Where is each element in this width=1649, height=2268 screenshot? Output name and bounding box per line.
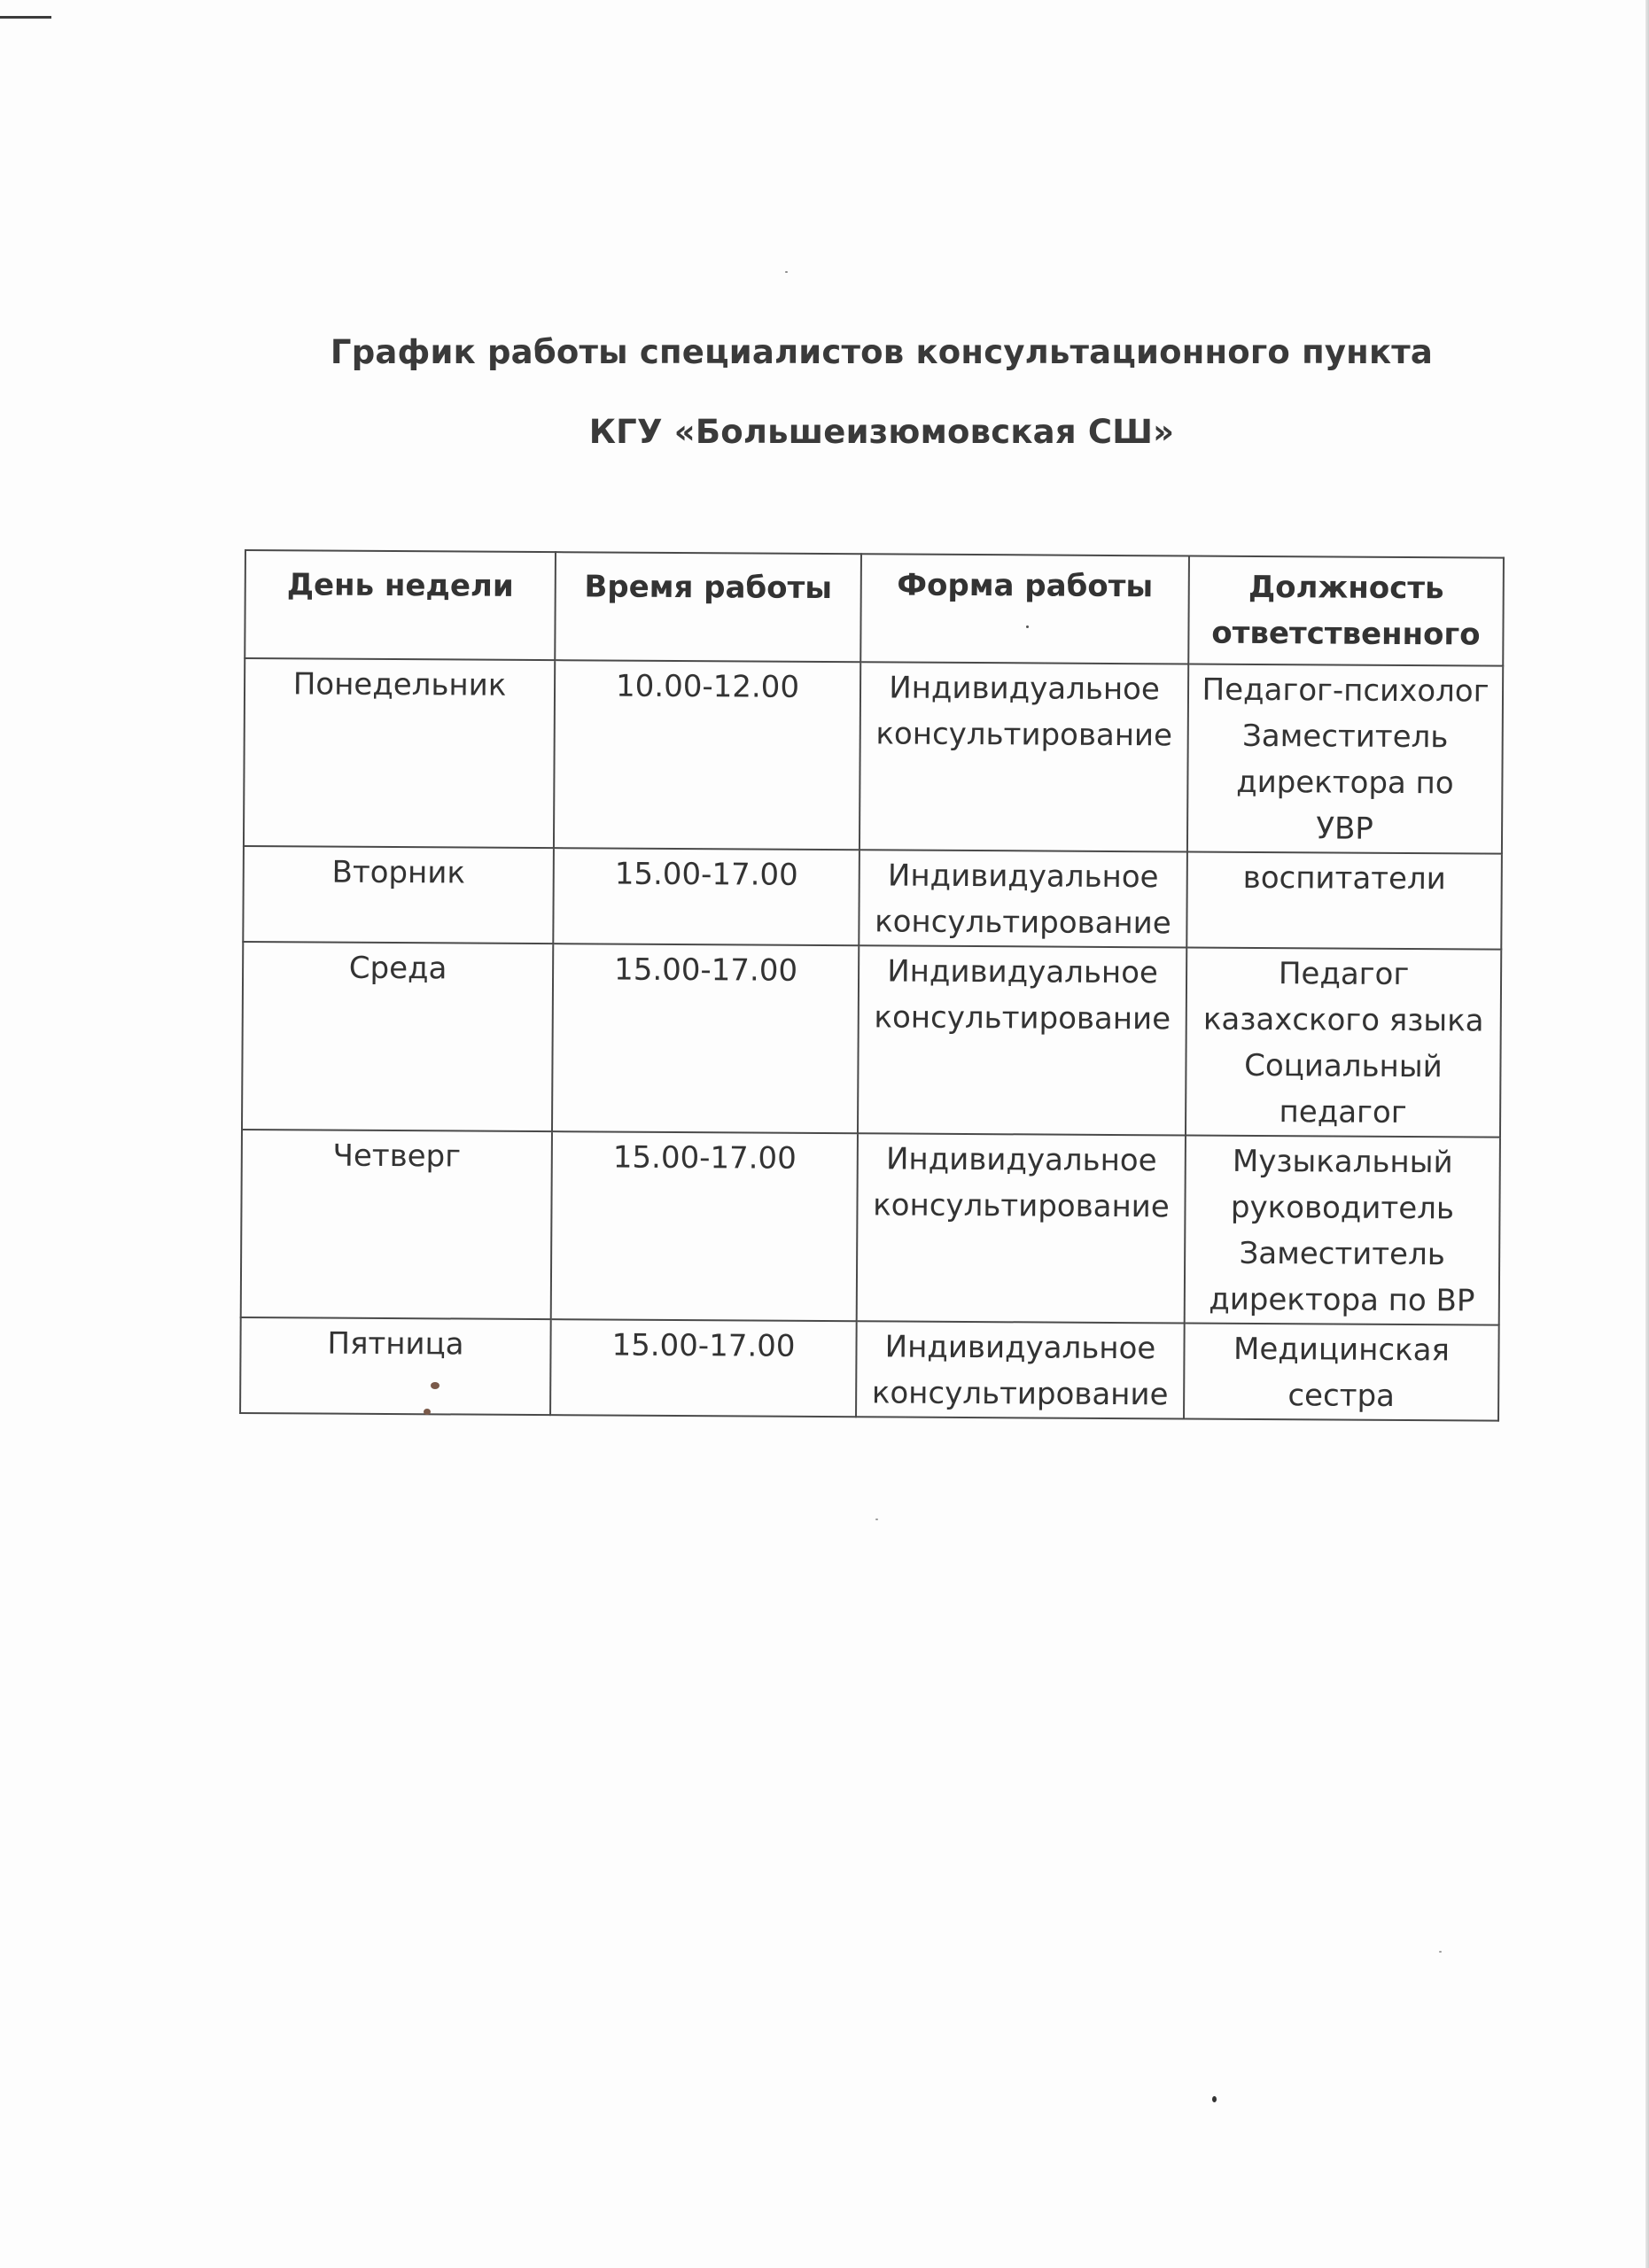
cell-day: Пятница <box>240 1317 551 1415</box>
cell-form <box>857 1133 1186 1323</box>
table-row <box>243 846 1502 950</box>
scan-speck <box>1212 2096 1217 2102</box>
cell-time: 10.00-12.00 <box>554 660 860 850</box>
cell-line: сестра <box>1287 1378 1396 1414</box>
cell-line: Индивидуальное <box>887 858 1159 896</box>
cell-line: воспитатели <box>1242 859 1446 897</box>
cell-line: директора по ВР <box>1209 1281 1475 1319</box>
cell-line: консультирование <box>875 904 1171 942</box>
cell-line: Индивидуальное <box>885 1141 1157 1179</box>
scan-speck <box>1439 1951 1442 1953</box>
header-time: Время работы <box>555 552 861 662</box>
table-row <box>241 1130 1500 1325</box>
header-responsible <box>1188 556 1504 666</box>
cell-line: директора по <box>1236 764 1454 802</box>
schedule-table <box>239 549 1505 1422</box>
cell-line: Медицинская <box>1233 1331 1451 1369</box>
cell-line: руководитель <box>1230 1189 1455 1227</box>
cell-day: Понедельник <box>244 658 555 848</box>
cell-responsible <box>1187 664 1503 854</box>
header-form: Форма работы <box>860 554 1189 664</box>
cell-line: Индивидуальное <box>889 670 1160 708</box>
cell-line: педагог <box>1279 1094 1407 1131</box>
scan-speck <box>875 1518 878 1520</box>
cell-line: Педагог <box>1278 956 1410 993</box>
cell-form <box>859 850 1187 947</box>
cell-line: Заместитель <box>1239 1235 1445 1273</box>
cell-form <box>858 945 1186 1135</box>
header-responsible-line: ответственного <box>1211 615 1481 653</box>
cell-line: Индивидуальное <box>887 953 1159 991</box>
cell-line: консультирование <box>873 1187 1170 1225</box>
cell-line: Музыкальный <box>1232 1143 1453 1181</box>
scan-speck <box>424 1409 431 1415</box>
scan-edge-mark <box>0 16 51 19</box>
document-subtitle: КГУ «Большеизюмовская СШ» <box>588 413 1175 451</box>
cell-line: Педагог-психолог <box>1202 672 1490 710</box>
cell-day: Четверг <box>241 1130 552 1319</box>
cell-line: Индивидуальное <box>884 1329 1156 1367</box>
table-row <box>240 1317 1499 1421</box>
cell-responsible <box>1184 1323 1499 1420</box>
cell-responsible <box>1186 948 1501 1138</box>
cell-time: 15.00-17.00 <box>551 1131 858 1321</box>
table-row <box>242 942 1501 1138</box>
table-header-row <box>245 550 1504 666</box>
cell-line: консультирование <box>875 716 1173 754</box>
cell-time: 15.00-17.00 <box>553 848 860 945</box>
table-row <box>244 658 1503 854</box>
header-responsible-line: Должность <box>1248 569 1444 607</box>
scan-speck <box>431 1382 439 1389</box>
cell-form <box>856 1321 1185 1418</box>
header-day: День недели <box>245 550 556 660</box>
cell-line: Заместитель <box>1241 718 1449 756</box>
cell-responsible <box>1186 852 1502 950</box>
cell-line: консультирование <box>871 1375 1169 1413</box>
cell-line: казахского языка <box>1202 1001 1484 1039</box>
cell-responsible <box>1185 1135 1500 1324</box>
scan-speck <box>1026 625 1029 628</box>
document-title: График работы специалистов консультационного пункта <box>330 333 1434 371</box>
cell-time: 15.00-17.00 <box>550 1319 857 1417</box>
scan-speck <box>785 271 788 273</box>
cell-line: УВР <box>1316 811 1373 847</box>
cell-line: консультирование <box>874 999 1171 1037</box>
cell-form <box>860 662 1188 851</box>
cell-line: Социальный <box>1244 1047 1443 1085</box>
cell-day: Вторник <box>243 846 554 944</box>
cell-time: 15.00-17.00 <box>552 944 859 1133</box>
cell-day: Среда <box>242 942 553 1131</box>
